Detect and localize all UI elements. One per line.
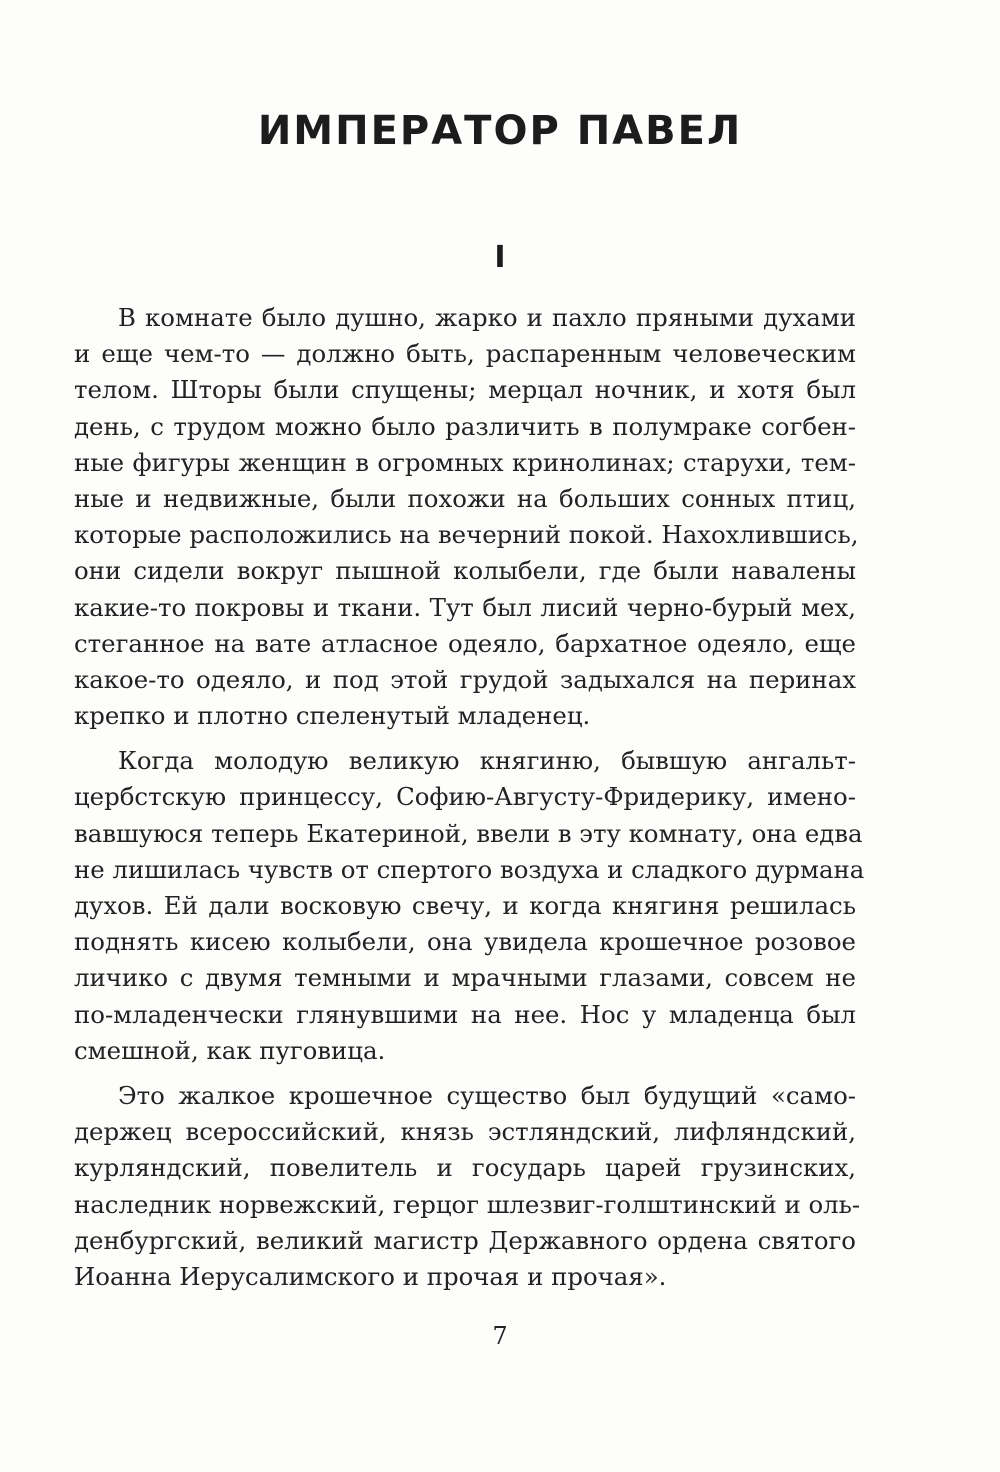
- page-number: 7: [492, 1322, 508, 1350]
- text-line: какие-то покровы и ткани. Тут был лисий черно-бурый мех,: [74, 592, 856, 622]
- text-line: и еще чем-то — должно быть, распаренным человеческим: [74, 339, 856, 369]
- text-line: поднять кисею колыбели, она увидела крошечное розовое: [74, 927, 856, 957]
- text-line: наследник норвежский, герцог шлезвиг-голштинский и оль-: [74, 1189, 861, 1219]
- text-line: крепко и плотно спеленутый младенец.: [74, 701, 591, 731]
- text-line: духов. Ей дали восковую свечу, и когда княгиня решилась: [74, 891, 856, 920]
- text-line: В комнате было душно, жарко и пахло пряными духами: [118, 303, 856, 332]
- chapter-title: ИМПЕРАТОР ПАВЕЛ: [257, 108, 743, 154]
- text-line: денбургский, великий магистр Державного ордена святого: [74, 1225, 856, 1255]
- text-line: смешной, как пуговица.: [74, 1035, 386, 1065]
- text-line: какое-то одеяло, и под этой грудой задыхался на перинах: [74, 664, 856, 694]
- text-line: держец всероссийский, князь эстляндский, лифляндский,: [74, 1117, 856, 1147]
- text-line: стеганное на вате атласное одеяло, бархатное одеяло, еще: [74, 628, 856, 658]
- text-line: Когда молодую великую княгиню, бывшую ангальт-: [118, 746, 856, 776]
- text-line: телом. Шторы были спущены; мерцал ночник, и хотя был: [74, 375, 856, 405]
- text-line: они сидели вокруг пышной колыбели, где были навалены: [74, 556, 856, 586]
- paragraph-1: [74, 300, 859, 734]
- body-text: [74, 300, 865, 1304]
- text-line: которые расположились на вечерний покой. Нахохлившись,: [74, 520, 859, 550]
- text-line: день, с трудом можно было различить в полумраке согбен-: [74, 411, 856, 441]
- paragraph-2: [74, 743, 865, 1069]
- text-line: вавшуюся теперь Екатериной, ввели в эту комнату, она едва: [74, 818, 863, 848]
- text-line: не лишилась чувств от спертого воздуха и сладкого дурмана: [74, 854, 865, 884]
- text-line: цербстскую принцессу, Софию-Августу-Фридерику, имено-: [74, 782, 856, 812]
- text-line: по-младенчески глянувшими на нее. Нос у младенца был: [74, 999, 856, 1029]
- text-line: курляндский, повелитель и государь царей грузинских,: [74, 1153, 856, 1183]
- section-number: I: [494, 240, 506, 275]
- text-line: ные и недвижные, были похожи на больших сонных птиц,: [74, 483, 856, 513]
- text-line: Это жалкое крошечное существо был будущий «само-: [118, 1080, 856, 1110]
- paragraph-3: [74, 1078, 861, 1295]
- text-line: личико с двумя темными и мрачными глазами, совсем не: [74, 963, 856, 993]
- text-line: Иоанна Иерусалимского и прочая и прочая».: [74, 1261, 667, 1291]
- text-line: ные фигуры женщин в огромных кринолинах; старухи, тем-: [74, 447, 856, 477]
